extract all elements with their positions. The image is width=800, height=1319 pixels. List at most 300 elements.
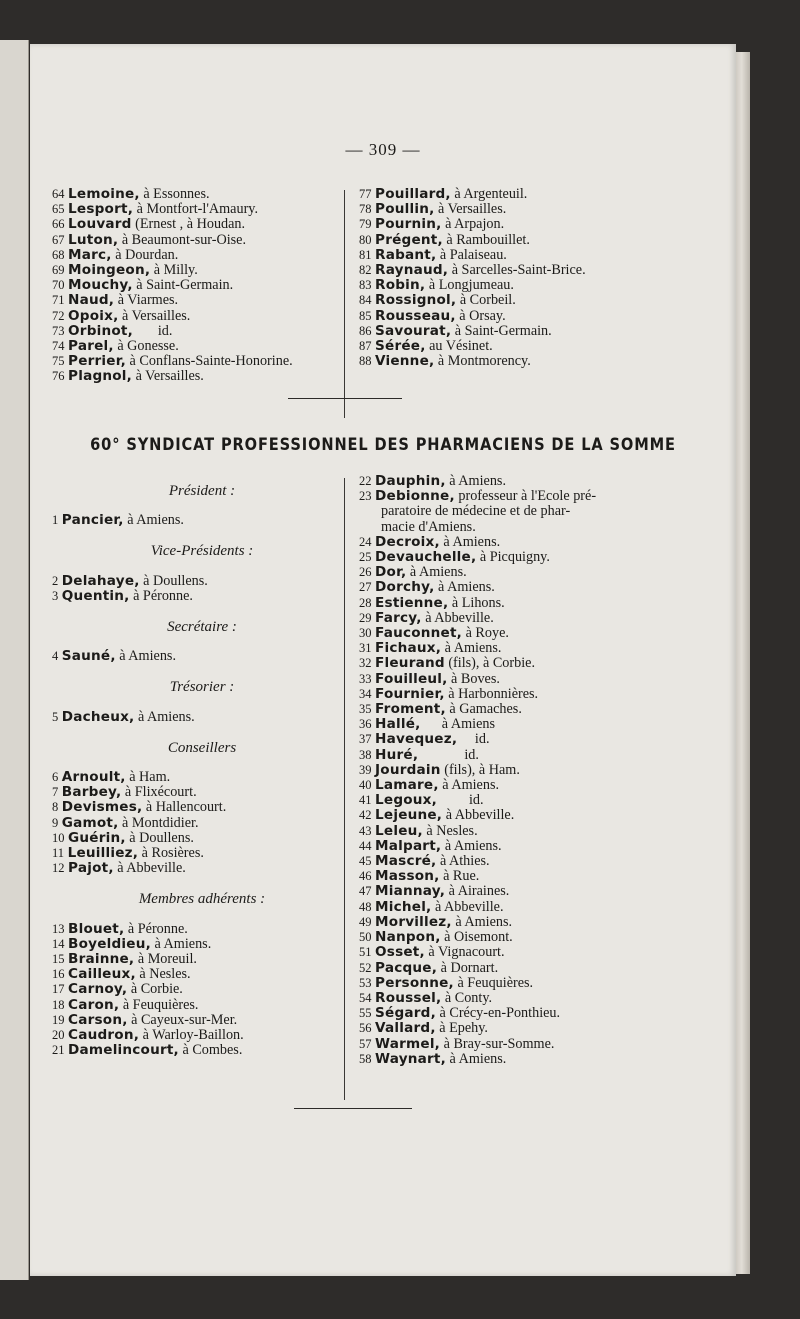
pharmacist-name: Opoix, — [68, 307, 119, 324]
list-item — [359, 1052, 707, 1067]
pharmacist-name: Pacque, — [375, 959, 438, 976]
entry-location: à Versailles. — [434, 201, 507, 218]
entry-number: 34 — [359, 686, 372, 701]
pharmacist-name: Estienne, — [375, 594, 449, 611]
list-item — [52, 846, 352, 861]
pharmacist-name: Dacheux, — [61, 708, 135, 725]
pharmacist-name: Decroix, — [375, 533, 440, 550]
pharmacist-name: Parel, — [68, 338, 114, 355]
list-item — [359, 869, 707, 884]
pharmacist-name: Sérée, — [375, 338, 426, 355]
entry-location: à Amiens — [420, 716, 495, 733]
entry-location: à Milly. — [150, 262, 198, 279]
list-item — [359, 248, 586, 263]
entry-continuation: macie d'Amiens. — [381, 518, 476, 535]
list-item — [359, 339, 586, 354]
list-item — [359, 763, 707, 778]
entry-location: à Viarmes. — [114, 292, 179, 309]
entry-number: 75 — [52, 354, 65, 369]
book-page — [30, 44, 736, 1276]
section-title: Membres adhérents : — [138, 891, 266, 908]
top-right-list — [359, 187, 586, 369]
column-divider-bottom — [344, 478, 345, 1100]
list-item — [52, 263, 293, 278]
list-item — [359, 474, 707, 489]
entry-number: 86 — [359, 323, 372, 338]
entry-number: 85 — [359, 308, 372, 323]
entry-location: à Rambouillet. — [442, 231, 530, 248]
list-item — [359, 263, 586, 278]
entry-location: à Amiens. — [150, 935, 212, 952]
pharmacist-name: Caudron, — [68, 1027, 140, 1044]
pharmacist-name: Vallard, — [375, 1020, 436, 1037]
entry-number: 73 — [52, 323, 65, 338]
entry-location: à Arpajon. — [441, 216, 505, 233]
entry-location: à Cayeux-sur-Mer. — [127, 1011, 238, 1028]
entry-location: à Corbeil. — [456, 292, 516, 309]
list-item — [52, 770, 352, 785]
pharmacist-name: Debionne, — [375, 488, 455, 505]
section-title: Conseillers — [167, 739, 237, 756]
entry-location: à Picquigny. — [476, 549, 550, 566]
entry-location: à Flixécourt. — [121, 784, 197, 801]
entry-location: (fils), à Corbie. — [444, 655, 536, 672]
entry-number: 66 — [52, 217, 65, 232]
pharmacist-name: Morvillez, — [375, 913, 452, 930]
entry-number: 87 — [359, 339, 372, 354]
list-item — [359, 748, 707, 763]
list-item — [359, 672, 707, 687]
pharmacist-name: Malpart, — [375, 837, 442, 854]
entry-location: id. — [457, 731, 490, 748]
pharmacist-name: Perrier, — [68, 353, 126, 370]
pharmacist-name: Dor, — [375, 564, 407, 581]
entry-number: 26 — [359, 565, 372, 580]
pharmacist-name: Legoux, — [375, 792, 438, 809]
entry-location: à Conflans-Sainte-Honorine. — [126, 353, 293, 370]
list-item — [52, 785, 352, 800]
entry-number: 78 — [359, 202, 372, 217]
list-item — [52, 922, 352, 937]
entry-number: 50 — [359, 930, 372, 945]
pharmacist-name: Cailleux, — [68, 966, 136, 983]
entry-number: 30 — [359, 626, 372, 641]
facing-page-edge — [0, 40, 29, 1280]
list-item — [52, 831, 352, 846]
pharmacist-name: Fleurand — [375, 655, 445, 672]
entry-location: à Feuquières. — [453, 974, 534, 991]
pharmacist-name: Farcy, — [375, 609, 422, 626]
entry-location: à Crécy-en-Ponthieu. — [435, 1005, 561, 1022]
list-item — [359, 354, 586, 369]
entry-number: 84 — [359, 293, 372, 308]
pharmacist-name: Pournin, — [375, 216, 442, 233]
entry-location: au Vésinet. — [425, 338, 493, 355]
entry-location: à Beaumont-sur-Oise. — [118, 231, 247, 248]
entry-number: 67 — [52, 232, 65, 247]
entry-location: à Amiens. — [451, 913, 513, 930]
list-item — [359, 596, 707, 611]
pharmacist-name: Quentin, — [61, 587, 130, 604]
entry-number: 55 — [359, 1006, 372, 1021]
section-heading: 60° SYNDICAT PROFESSIONNEL DES PHARMACIENS DE LA SOMME — [90, 435, 676, 455]
members-list — [359, 474, 707, 1067]
entry-location: à Nesles. — [135, 966, 191, 983]
entry-location: à Amiens. — [439, 533, 501, 550]
entry-location: à Péronne. — [124, 920, 188, 937]
pharmacist-name: Nanpon, — [375, 929, 441, 946]
entry-number: 33 — [359, 671, 372, 686]
list-item — [52, 649, 352, 664]
pharmacist-name: Fournier, — [375, 685, 445, 702]
pharmacist-name: Pajot, — [68, 860, 114, 877]
pharmacist-name: Lamare, — [375, 777, 439, 794]
pharmacist-name: Ségard, — [375, 1005, 436, 1022]
list-item — [52, 309, 293, 324]
pharmacist-name: Fauconnet, — [375, 625, 463, 642]
entry-location: à Péronne. — [129, 587, 193, 604]
entry-location: à Dourdan. — [111, 246, 179, 263]
list-item — [52, 354, 293, 369]
entry-location: à Amiens. — [406, 564, 467, 581]
entry-number: 48 — [359, 899, 372, 914]
entry-number: 13 — [52, 921, 65, 936]
entry-number: 45 — [359, 854, 372, 869]
list-item — [52, 233, 293, 248]
list-item — [52, 248, 293, 263]
list-item — [359, 1037, 707, 1052]
entry-location: à Oisemont. — [440, 929, 513, 946]
pharmacist-name: Devauchelle, — [375, 549, 477, 566]
entry-number: 47 — [359, 884, 372, 899]
page-number: — 309 — — [345, 140, 421, 159]
pharmacist-name: Plagnol, — [68, 368, 133, 385]
entry-number: 76 — [52, 369, 65, 384]
pharmacist-name: Prégent, — [375, 231, 443, 248]
pharmacist-name: Damelincourt, — [68, 1042, 179, 1059]
list-item — [359, 611, 707, 626]
pharmacist-name: Robin, — [375, 277, 426, 294]
entry-location: à Dornart. — [437, 959, 499, 976]
list-item — [359, 793, 707, 808]
pharmacist-name: Leleu, — [375, 822, 423, 839]
pharmacist-name: Lesport, — [68, 201, 134, 218]
list-item — [359, 702, 707, 717]
pharmacist-name: Delahaye, — [61, 572, 140, 589]
entry-number: 16 — [52, 967, 65, 982]
entry-number: 11 — [52, 846, 65, 861]
entry-number: 18 — [52, 997, 65, 1012]
entry-number: 36 — [359, 717, 372, 732]
entry-number: 1 — [52, 513, 59, 528]
pharmacist-name: Carson, — [68, 1011, 128, 1028]
entry-location: à Roye. — [462, 625, 509, 642]
entry-number: 32 — [359, 656, 372, 671]
pharmacist-name: Mouchy, — [68, 277, 133, 294]
pharmacist-name: Brainne, — [68, 951, 135, 968]
section-rule-top — [288, 398, 402, 399]
section-title: Président : — [168, 483, 236, 499]
entry-location: à Vignacourt. — [424, 944, 505, 961]
pharmacist-name: Luton, — [68, 231, 119, 248]
section-rule-bottom — [294, 1108, 412, 1109]
pharmacist-name: Louvard — [68, 216, 132, 233]
entry-number: 69 — [52, 263, 65, 278]
entry-number: 14 — [52, 936, 65, 951]
entry-location: à Ham. — [125, 769, 171, 786]
entry-location: à Orsay. — [455, 307, 506, 324]
list-item — [52, 1013, 352, 1028]
entry-location: à Amiens. — [445, 473, 506, 489]
list-item — [359, 489, 707, 535]
list-item — [52, 324, 293, 339]
pharmacist-name: Gamot, — [61, 814, 119, 831]
entry-location: à Gonesse. — [113, 338, 179, 355]
entry-location: (fils), à Ham. — [440, 761, 520, 778]
pharmacist-name: Arnoult, — [61, 769, 126, 786]
entry-number: 49 — [359, 914, 372, 929]
entry-number: 52 — [359, 960, 372, 975]
entry-number: 65 — [52, 202, 65, 217]
pharmacist-name: Fouilleul, — [375, 670, 448, 687]
entry-number: 29 — [359, 610, 372, 625]
list-item — [359, 278, 586, 293]
list-item — [52, 202, 293, 217]
entry-location: id. — [132, 322, 173, 339]
list-item — [359, 778, 707, 793]
list-item — [52, 278, 293, 293]
entry-number: 38 — [359, 747, 372, 762]
pharmacist-name: Miannay, — [375, 883, 446, 900]
entry-location: à Amiens. — [441, 837, 502, 854]
entry-location: à Warloy-Baillon. — [139, 1027, 244, 1044]
entry-location: à Versailles. — [118, 307, 191, 324]
pharmacist-name: Roussel, — [375, 989, 442, 1006]
list-item — [359, 324, 586, 339]
list-item — [359, 656, 707, 671]
pharmacist-name: Lemoine, — [68, 186, 140, 202]
list-item — [359, 900, 707, 915]
entry-location: à Nesles. — [422, 822, 478, 839]
pharmacist-name: Marc, — [68, 246, 112, 263]
entry-location: à Bray-sur-Somme. — [440, 1035, 555, 1052]
list-item — [52, 816, 352, 831]
list-item — [359, 309, 586, 324]
pharmacist-name: Huré, — [375, 746, 419, 763]
entry-number: 12 — [52, 861, 65, 876]
entry-number: 6 — [52, 770, 59, 785]
entry-number: 43 — [359, 823, 372, 838]
pharmacist-name: Boyeldieu, — [68, 935, 151, 952]
entry-location: à Essonnes. — [139, 186, 210, 202]
entry-number: 64 — [52, 187, 65, 201]
list-item — [359, 961, 707, 976]
list-item — [359, 580, 707, 595]
pharmacist-name: Personne, — [375, 974, 454, 991]
entry-location: à Doullens. — [125, 829, 194, 846]
list-item — [52, 710, 352, 725]
pharmacist-name: Raynaud, — [375, 262, 449, 279]
entry-number: 51 — [359, 945, 372, 960]
pharmacist-name: Rousseau, — [375, 307, 456, 324]
entry-location: à Abbeville. — [431, 898, 504, 915]
entry-location: à Harbonnières. — [444, 685, 539, 702]
pharmacist-name: Blouet, — [68, 920, 125, 937]
pharmacist-name: Warmel, — [375, 1035, 441, 1052]
section-title: Vice-Présidents : — [150, 543, 254, 560]
entry-location: à Airaines. — [445, 883, 510, 900]
entry-location: à Amiens. — [123, 512, 184, 529]
entry-number: 40 — [359, 778, 372, 793]
pharmacist-name: Jourdain — [375, 761, 441, 778]
pharmacist-name: Devismes, — [61, 799, 143, 816]
pharmacist-name: Waynart, — [375, 1050, 446, 1067]
list-item — [52, 217, 293, 232]
pharmacist-name: Sauné, — [61, 648, 116, 665]
pharmacist-name: Rabant, — [375, 246, 437, 263]
list-item — [52, 339, 293, 354]
list-item — [359, 233, 586, 248]
entry-location: à Lihons. — [448, 594, 505, 611]
entry-number: 57 — [359, 1036, 372, 1051]
entry-location: professeur à l'Ecole pré- — [454, 488, 597, 505]
entry-location: à Palaiseau. — [436, 246, 507, 263]
entry-number: 44 — [359, 838, 372, 853]
list-item — [359, 824, 707, 839]
list-item — [52, 967, 352, 982]
list-item — [52, 574, 352, 589]
entry-number: 53 — [359, 975, 372, 990]
list-item — [52, 861, 352, 876]
entry-number: 74 — [52, 339, 65, 354]
list-item — [359, 293, 586, 308]
entry-location: à Longjumeau. — [425, 277, 514, 294]
entry-number: 42 — [359, 808, 372, 823]
entry-number: 54 — [359, 990, 372, 1005]
entry-number: 35 — [359, 702, 372, 717]
pharmacist-name: Froment, — [375, 701, 446, 718]
entry-location: id. — [418, 746, 479, 763]
entry-number: 72 — [52, 308, 65, 323]
entry-location: à Amiens. — [441, 640, 502, 657]
list-item — [52, 187, 293, 202]
pharmacist-name: Pouillard, — [375, 186, 451, 202]
entry-number: 68 — [52, 247, 65, 262]
entry-location: à Corbie. — [127, 981, 183, 998]
list-item — [52, 293, 293, 308]
pharmacist-name: Leuilliez, — [67, 845, 139, 862]
entry-location: à Gamaches. — [445, 701, 522, 718]
entry-location: à Montdidier. — [118, 814, 199, 831]
section-title: Trésorier : — [169, 679, 235, 696]
pharmacist-name: Vienne, — [375, 353, 435, 370]
pharmacist-name: Naud, — [68, 292, 115, 309]
list-item — [359, 854, 707, 869]
entry-number: 79 — [359, 217, 372, 232]
pharmacist-name: Lejeune, — [375, 807, 443, 824]
list-item — [52, 1028, 352, 1043]
list-item — [359, 915, 707, 930]
list-item — [359, 550, 707, 565]
entry-number: 3 — [52, 588, 59, 603]
entry-number: 77 — [359, 187, 372, 201]
list-item — [359, 1006, 707, 1021]
entry-location: à Versailles. — [132, 368, 204, 385]
entry-number: 20 — [52, 1028, 65, 1043]
pharmacist-name: Moingeon, — [68, 262, 151, 279]
pharmacist-name: Poullin, — [375, 201, 435, 218]
entry-number: 25 — [359, 550, 372, 565]
entry-location: à Feuquières. — [119, 996, 199, 1013]
entry-location: à Epehy. — [435, 1020, 488, 1037]
entry-number: 28 — [359, 595, 372, 610]
entry-number: 19 — [52, 1012, 65, 1027]
pharmacist-name: Carnoy, — [68, 981, 128, 998]
entry-number: 2 — [52, 573, 59, 588]
entry-number: 8 — [52, 800, 59, 815]
entry-number: 80 — [359, 232, 372, 247]
entry-number: 27 — [359, 580, 372, 595]
list-item — [359, 626, 707, 641]
entry-number: 37 — [359, 732, 372, 747]
entry-number: 83 — [359, 278, 372, 293]
entry-number: 82 — [359, 263, 372, 278]
entry-location: à Abbeville. — [421, 609, 494, 626]
entry-location: à Athies. — [436, 853, 490, 870]
list-item — [52, 952, 352, 967]
entry-location: à Saint-Germain. — [451, 322, 552, 339]
entry-location: à Argenteuil. — [450, 186, 528, 202]
entry-number: 21 — [52, 1043, 65, 1058]
entry-number: 23 — [359, 489, 372, 504]
top-left-list — [52, 187, 293, 385]
entry-location: à Hallencourt. — [142, 799, 227, 816]
entry-location: (Ernest , à Houdan. — [131, 216, 246, 233]
pharmacist-name: Savourat, — [375, 322, 452, 339]
list-item — [359, 641, 707, 656]
section-title: Secrétaire : — [167, 619, 237, 636]
list-item — [52, 1043, 352, 1058]
list-item — [359, 732, 707, 747]
page-stack-edge — [736, 52, 750, 1274]
entry-location: à Boves. — [447, 670, 500, 687]
pharmacist-name: Orbinot, — [68, 322, 133, 339]
pharmacist-name: Osset, — [375, 944, 425, 961]
entry-location: à Doullens. — [139, 572, 208, 589]
pharmacist-name: Rossignol, — [375, 292, 457, 309]
entry-location: à Abbeville. — [113, 860, 186, 877]
entry-number: 4 — [52, 649, 59, 664]
entry-number: 46 — [359, 869, 372, 884]
list-item — [359, 976, 707, 991]
entry-location: à Combes. — [178, 1042, 243, 1059]
list-item — [359, 717, 707, 732]
pharmacist-name: Hallé, — [375, 716, 421, 733]
entry-location: à Amiens. — [446, 1050, 507, 1067]
list-item — [359, 187, 586, 202]
entry-number: 24 — [359, 534, 372, 549]
list-item — [359, 1021, 707, 1036]
pharmacist-name: Barbey, — [61, 784, 122, 801]
pharmacist-name: Guérin, — [68, 829, 126, 846]
entry-number: 22 — [359, 474, 372, 488]
entry-location: à Saint-Germain. — [132, 277, 234, 294]
list-item — [359, 687, 707, 702]
list-item — [52, 998, 352, 1013]
entry-location: à Amiens. — [438, 777, 500, 794]
list-item — [359, 217, 586, 232]
list-item — [359, 945, 707, 960]
